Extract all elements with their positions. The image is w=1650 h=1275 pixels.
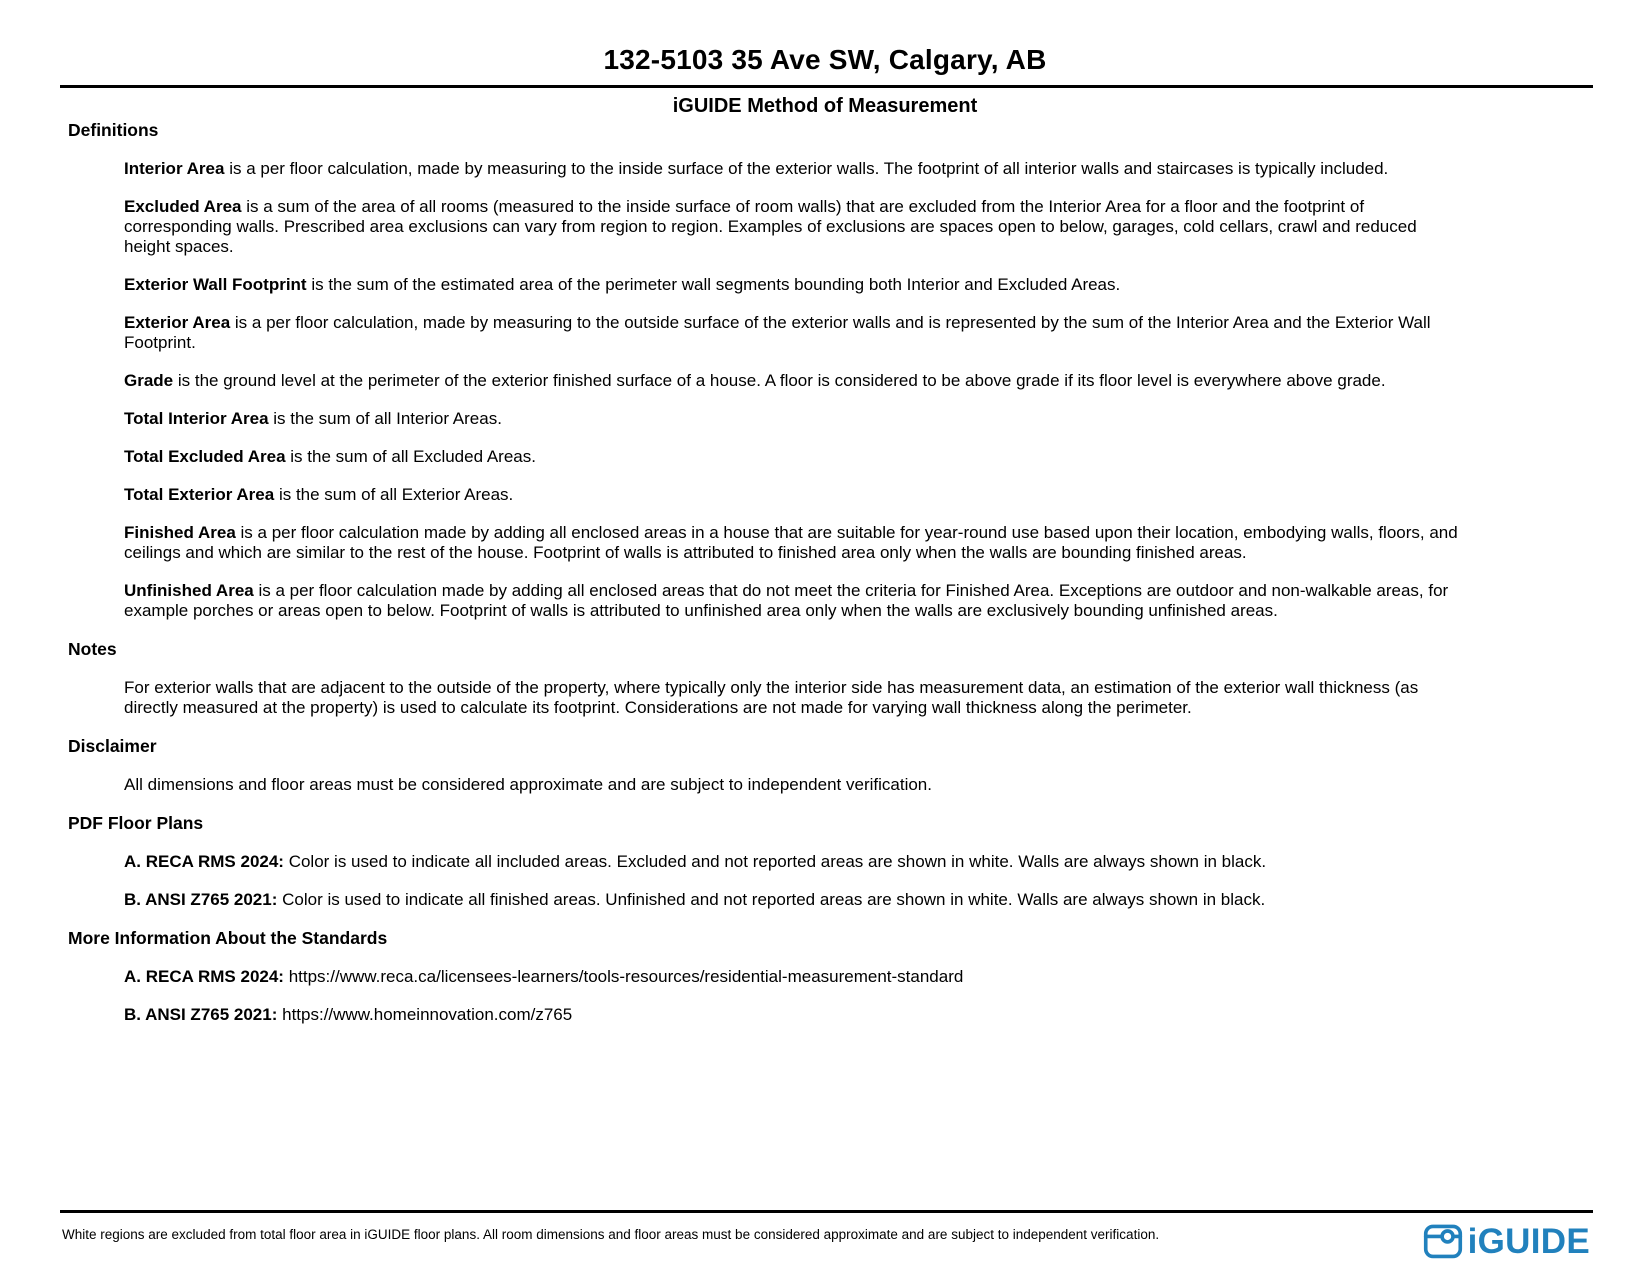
definitions-section [68,120,1590,621]
definition-text: is the sum of all Interior Areas. [273,409,502,428]
definition-interior-area [124,159,1464,179]
standard-label: A. RECA RMS 2024: [124,852,284,871]
definition-text: is the ground level at the perimeter of the exterior finished surface of a house. A floor is considered to be above grade if its floor level is everywhere above grade. [177,371,1386,390]
definition-total-exterior-area [124,485,1464,505]
definition-term: Total Exterior Area [124,485,275,504]
more-info-heading: More Information About the Standards [68,928,388,948]
iguide-camera-icon [1423,1221,1463,1261]
document-body [0,118,1650,1043]
pdf-floor-plans-section [68,813,1590,910]
definition-exterior-area [124,313,1464,353]
definition-excluded-area [124,197,1464,257]
pdf-floor-plans-item-reca [124,852,1464,872]
definition-finished-area [124,523,1464,563]
document-header [0,0,1650,118]
definition-term: Excluded Area [124,197,242,216]
disclaimer-paragraph: All dimensions and floor areas must be considered approximate and are subject to independent verification. [124,775,932,794]
definition-text: is a per floor calculation, made by measuring to the outside surface of the exterior walls and is represented by the sum of the Interior Area and the Exterior Wall Footprint. [124,313,1431,352]
standard-text: Color is used to indicate all finished areas. Unfinished and not reported areas are shown in white. Walls are always shown in black. [282,890,1266,909]
definition-total-excluded-area [124,447,1464,467]
definition-term: Grade [124,371,174,390]
definition-term: Finished Area [124,523,236,542]
standard-label: B. ANSI Z765 2021: [124,1005,278,1024]
definition-unfinished-area [124,581,1464,621]
definition-term: Exterior Area [124,313,231,332]
definition-text: is the sum of all Exterior Areas. [278,485,514,504]
more-info-section [68,928,1590,1025]
footer-divider [60,1210,1593,1213]
pdf-floor-plans-item-ansi [124,890,1464,910]
pdf-floor-plans-heading: PDF Floor Plans [68,813,204,833]
definition-term: Exterior Wall Footprint [124,275,307,294]
footer-row [0,1219,1650,1261]
disclaimer-heading: Disclaimer [68,736,157,756]
iguide-logo [1423,1221,1590,1261]
definition-term: Interior Area [124,159,225,178]
document-footer [0,1210,1650,1275]
definition-text: is a per floor calculation made by adding all enclosed areas in a house that are suitable for year-round use based upon their location, embodying walls, floors, and ceilings and which are similar to the rest of the house. Footprint of walls is attributed to finished area only when the walls are bounding finished areas. [124,523,1458,562]
more-info-item-ansi [124,1005,1464,1025]
notes-heading: Notes [68,639,117,659]
header-divider [60,85,1593,88]
more-info-item-reca [124,967,1464,987]
definition-text: is the sum of the estimated area of the perimeter wall segments bounding both Interior and Excluded Areas. [311,275,1121,294]
definition-term: Total Excluded Area [124,447,286,466]
page-subtitle: iGUIDE Method of Measurement [672,95,978,117]
standard-label: A. RECA RMS 2024: [124,967,284,986]
footer-disclaimer-text: White regions are excluded from total floor area in iGUIDE floor plans. All room dimensions and floor areas must be considered approximate and are subject to independent verification. [62,1227,1160,1242]
standard-label: B. ANSI Z765 2021: [124,890,278,909]
notes-section [68,639,1590,718]
disclaimer-section [68,736,1590,795]
definition-term: Total Interior Area [124,409,269,428]
page-title: 132-5103 35 Ave SW, Calgary, AB [603,44,1047,75]
definition-grade [124,371,1464,391]
standard-text: Color is used to indicate all included areas. Excluded and not reported areas are shown in white. Walls are always shown in black. [288,852,1267,871]
standard-url[interactable]: https://www.reca.ca/licensees-learners/tools-resources/residential-measurement-standard [288,967,964,986]
definition-text: is a sum of the area of all rooms (measured to the inside surface of room walls) that are excluded from the Interior Area for a floor and the footprint of corresponding walls. Prescribed area exclusions can vary from region to region. Examples of exclusions are spaces open to below, garages, cold cellars, crawl and reduced height spaces. [124,197,1417,256]
definition-total-interior-area [124,409,1464,429]
definition-text: is the sum of all Excluded Areas. [290,447,536,466]
definition-text: is a per floor calculation made by adding all enclosed areas that do not meet the criteria for Finished Area. Exceptions are outdoor and non-walkable areas, for example porches or areas open to below. Footprint of walls is attributed to unfinished area only when the walls are exclusively bounding unfinished areas. [124,581,1449,620]
definitions-heading: Definitions [68,120,159,140]
definition-text: is a per floor calculation, made by measuring to the inside surface of the exterior walls. The footprint of all interior walls and staircases is typically included. [229,159,1389,178]
definition-exterior-wall-footprint [124,275,1464,295]
standard-url[interactable]: https://www.homeinnovation.com/z765 [282,1005,573,1024]
iguide-logo-text: iGUIDE [1467,1221,1590,1261]
notes-paragraph: For exterior walls that are adjacent to the outside of the property, where typically only the interior side has measurement data, an estimation of the exterior wall thickness (as directly measured at the property) is used to calculate its footprint. Considerations are not made for varying wall thickness along the perimeter. [124,678,1419,717]
definition-term: Unfinished Area [124,581,254,600]
